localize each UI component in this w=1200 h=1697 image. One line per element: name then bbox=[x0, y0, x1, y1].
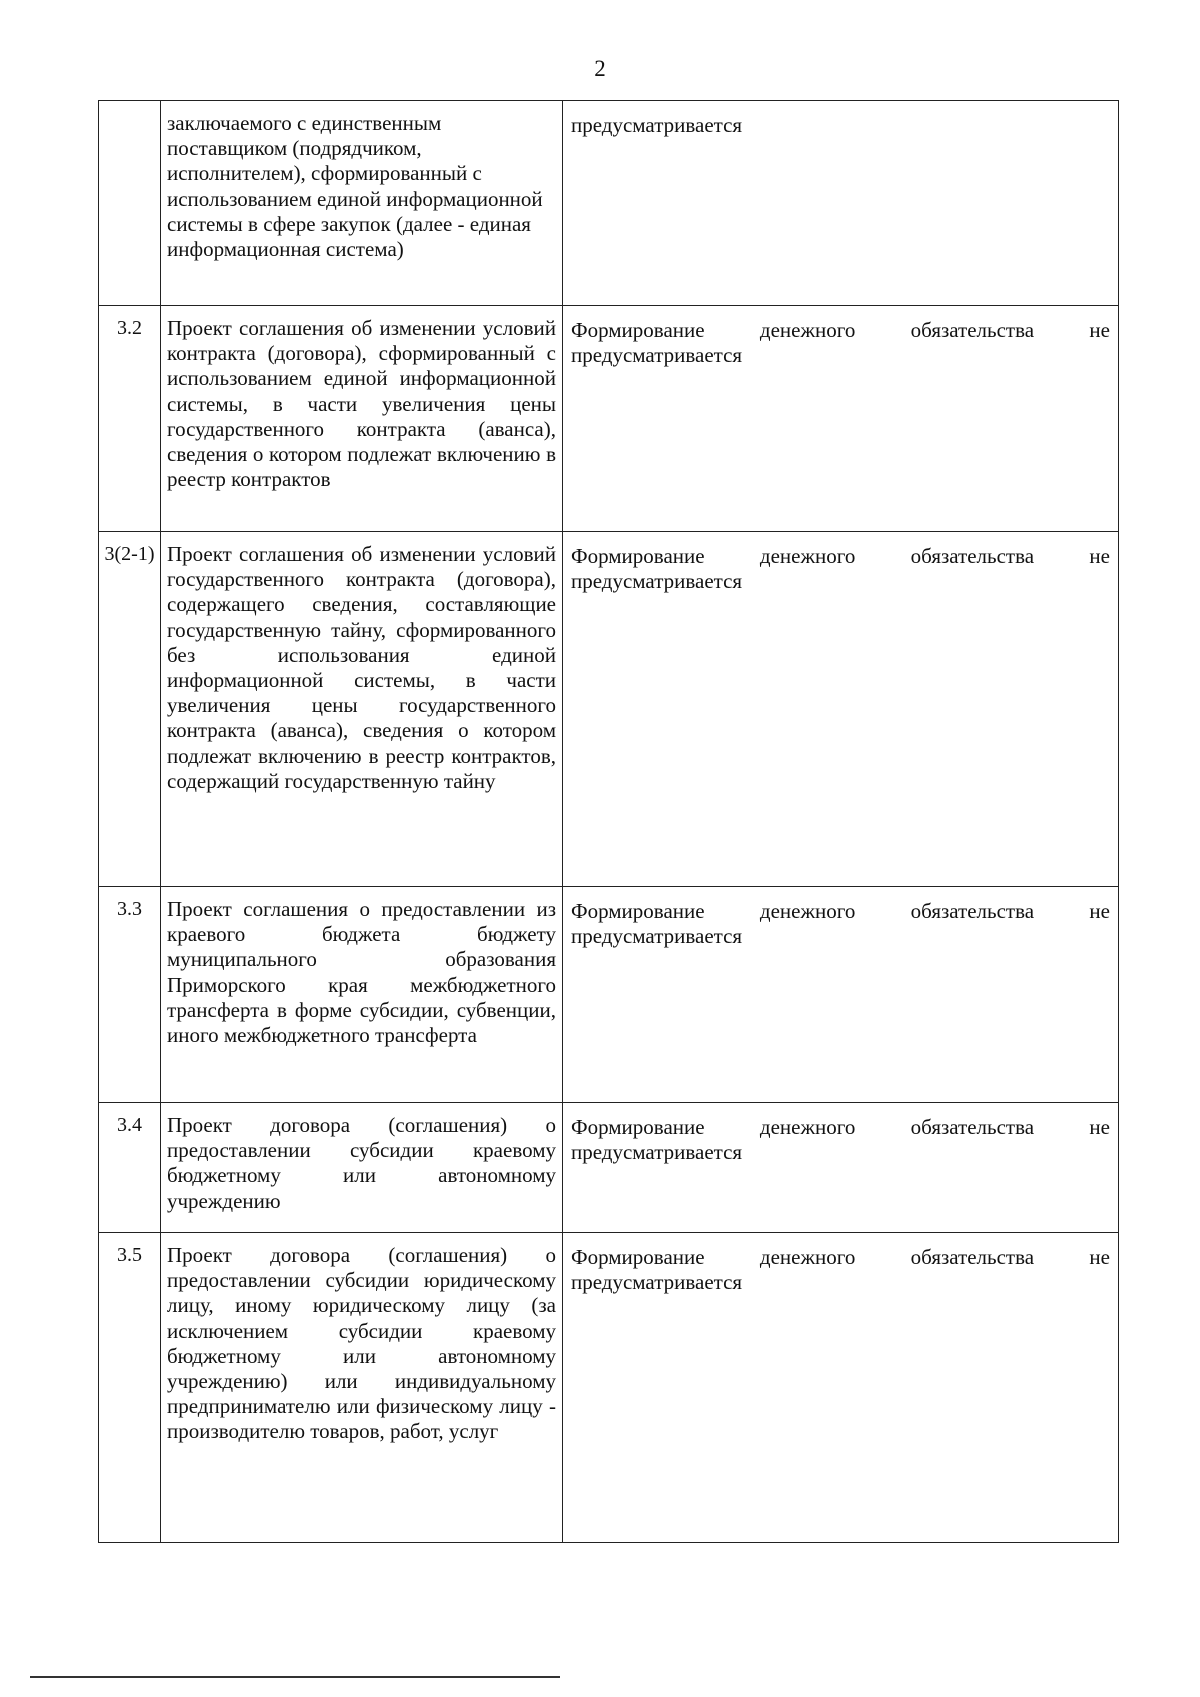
document-table bbox=[98, 100, 1119, 1543]
page-number: 2 bbox=[594, 56, 606, 81]
table-row bbox=[99, 887, 1119, 1103]
footer-divider bbox=[30, 1676, 560, 1678]
document-text: Проект договора (соглашения) о предоставлении субсидии краевому бюджетному или автономному учреждению bbox=[167, 1113, 556, 1213]
document-cell bbox=[161, 101, 563, 306]
document-cell bbox=[161, 1103, 563, 1233]
table-row bbox=[99, 1103, 1119, 1233]
document-text: Проект договора (соглашения) о предоставлении субсидии юридическому лицу, иному юридическому лицу (за исключением субсидии краевому бюджетному или автономному учреждению) или индивидуальному предпринимателю или физическому лицу - производителю товаров, работ, услуг bbox=[167, 1243, 556, 1444]
row-number: 3.2 bbox=[99, 306, 161, 532]
row-number: 3.3 bbox=[99, 887, 161, 1103]
note-cell bbox=[563, 1233, 1119, 1543]
document-cell bbox=[161, 887, 563, 1103]
document-text: Проект соглашения об изменении условий контракта (договора), сформированный с использованием единой информационной системы, в части увеличения цены государственного контракта (аванса), сведения о котором подлежат включению в реестр контрактов bbox=[167, 316, 556, 492]
document-cell bbox=[161, 532, 563, 887]
document-cell bbox=[161, 306, 563, 532]
document-text: заключаемого с единственным поставщиком (подрядчиком, исполнителем), сформированный с использованием единой информационной системы в сфере закупок (далее - единая информационная система) bbox=[167, 111, 543, 261]
table-row bbox=[99, 306, 1119, 532]
note-text: Формирование денежного обязательства не предусматривается bbox=[571, 544, 1110, 594]
table-row bbox=[99, 101, 1119, 306]
table-row bbox=[99, 1233, 1119, 1543]
note-cell bbox=[563, 1103, 1119, 1233]
note-text: Формирование денежного обязательства не предусматривается bbox=[571, 318, 1110, 368]
note-cell bbox=[563, 532, 1119, 887]
row-number bbox=[99, 101, 161, 306]
note-cell bbox=[563, 887, 1119, 1103]
note-text: Формирование денежного обязательства не предусматривается bbox=[571, 1115, 1110, 1165]
note-text: Формирование денежного обязательства не предусматривается bbox=[571, 899, 1110, 949]
document-text: Проект соглашения о предоставлении из краевого бюджета бюджету муниципального образования Приморского края межбюджетного трансферта в форме субсидии, субвенции, иного межбюджетного трансферта bbox=[167, 897, 556, 1047]
table-row bbox=[99, 532, 1119, 887]
note-cell bbox=[563, 306, 1119, 532]
row-number: 3(2-1) bbox=[99, 532, 161, 887]
note-cell bbox=[563, 101, 1119, 306]
document-text: Проект соглашения об изменении условий государственного контракта (договора), содержащего сведения, составляющие государственную тайну, сформированного без использования единой информационной системы, в части увеличения цены государственного контракта (аванса), сведения о котором подлежат включению в реестр контрактов, содержащий государственную тайну bbox=[167, 542, 556, 793]
row-number: 3.4 bbox=[99, 1103, 161, 1233]
row-number: 3.5 bbox=[99, 1233, 161, 1543]
document-cell bbox=[161, 1233, 563, 1543]
note-text: предусматривается bbox=[571, 113, 743, 137]
note-text: Формирование денежного обязательства не предусматривается bbox=[571, 1245, 1110, 1295]
